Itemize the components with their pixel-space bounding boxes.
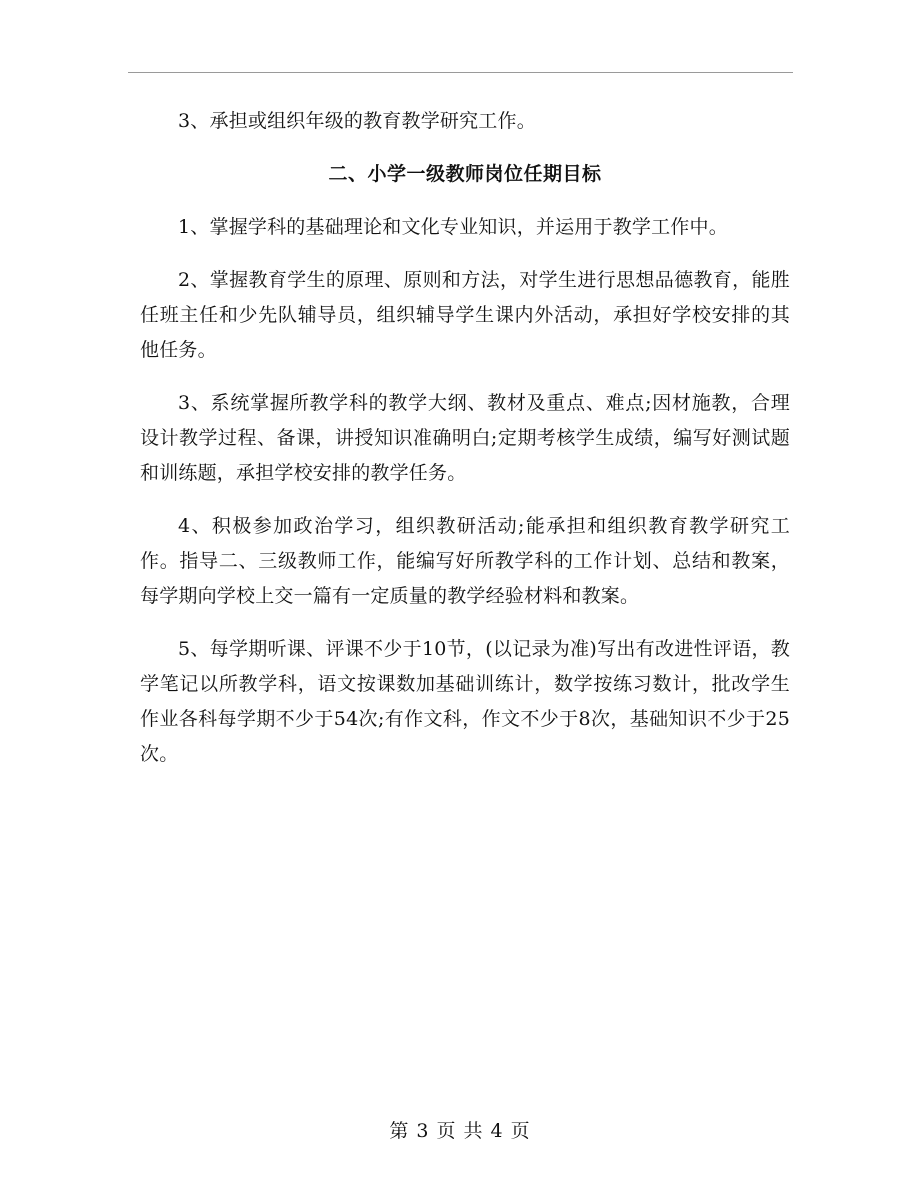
paragraph: 3、承担或组织年级的教育教学研究工作。: [178, 110, 536, 132]
paragraph: 5、每学期听课、评课不少于10节，(以记录为准)写出有改进性评语，教学笔记以所教学科，语文按课数加基础训练计，数学按练习数计，批改学生作业各科每学期不少于54次;有作文科，作文不少于8次，基础知识不少于25次。: [140, 638, 790, 765]
paragraph: 3、系统掌握所教学科的教学大纲、教材及重点、难点;因材施教，合理设计教学过程、备课，讲授知识准确明白;定期考核学生成绩，编写好测试题和训练题，承担学校安排的教学任务。: [140, 392, 790, 484]
page-number-footer: 第 3 页 共 4 页: [389, 1120, 531, 1142]
paragraph: 4、积极参加政治学习，组织教研活动;能承担和组织教育教学研究工作。指导二、三级教师工作，能编写好所教学科的工作计划、总结和教案，每学期向学校上交一篇有一定质量的教学经验材料和教案。: [140, 515, 790, 607]
section-title: 二、小学一级教师岗位任期目标: [328, 163, 602, 185]
document-body: [140, 104, 790, 772]
header-rule: [128, 72, 793, 73]
paragraph: 2、掌握教育学生的原理、原则和方法，对学生进行思想品德教育，能胜任班主任和少先队辅导员，组织辅导学生课内外活动，承担好学校安排的其他任务。: [140, 269, 790, 361]
paragraph: 1、掌握学科的基础理论和文化专业知识，并运用于教学工作中。: [178, 216, 728, 238]
